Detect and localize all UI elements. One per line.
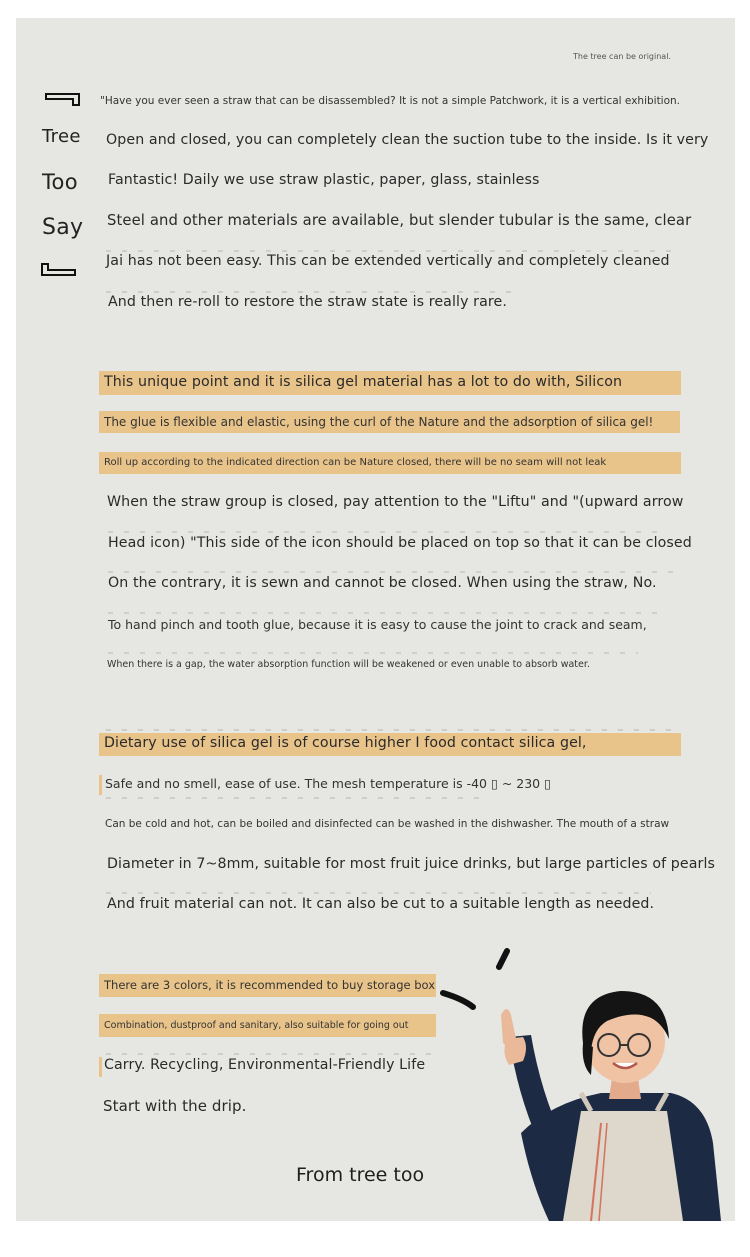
bracket-bottom-icon bbox=[40, 262, 78, 278]
section2-line-3: On the contrary, it is sewn and cannot be closed. When using the straw, No. bbox=[108, 575, 657, 591]
section1-line-3: Steel and other materials are available, but slender tubular is the same, clear bbox=[107, 212, 692, 229]
bracket-top-icon bbox=[44, 92, 82, 108]
faint-rule bbox=[106, 892, 651, 894]
section4-line-1: Carry. Recycling, Environmental-Friendly Life bbox=[104, 1057, 426, 1073]
side-title-say: Say bbox=[42, 215, 84, 240]
faint-rule bbox=[106, 1053, 436, 1055]
section2-line-4: To hand pinch and tooth glue, because it is easy to cause the joint to crack and seam, bbox=[108, 617, 647, 632]
section2-highlight-3: Roll up according to the indicated direction can be Nature closed, there will be no seam will not leak bbox=[104, 457, 607, 468]
section3-line-3: Diameter in 7~8mm, suitable for most fruit juice drinks, but large particles of pearls bbox=[107, 856, 716, 872]
section3-line-2: Can be cold and hot, can be boiled and disinfected can be washed in the dishwasher. The mouth of a straw bbox=[105, 818, 670, 830]
side-title-tree: Tree bbox=[42, 126, 81, 147]
section2-highlight-1: This unique point and it is silica gel material has a lot to do with, Silicon bbox=[104, 374, 623, 390]
faint-rule bbox=[108, 652, 638, 654]
section2-line-2: Head icon) "This side of the icon should be placed on top so that it can be closed bbox=[108, 535, 692, 551]
section1-line-4: Jai has not been easy. This can be extended vertically and completely cleaned bbox=[106, 253, 670, 269]
section2-line-1: When the straw group is closed, pay attention to the "Liftu" and "(upward arrow bbox=[107, 494, 684, 510]
section1-line-5: And then re-roll to restore the straw state is really rare. bbox=[108, 294, 507, 310]
section4-highlight-2: Combination, dustproof and sanitary, also suitable for going out bbox=[104, 1020, 409, 1031]
section3-line-4: And fruit material can not. It can also be cut to a suitable length as needed. bbox=[107, 896, 655, 912]
section3-line-1: Safe and no smell, ease of use. The mesh temperature is -40 ▯ ~ 230 ▯ bbox=[105, 776, 551, 791]
faint-rule bbox=[106, 729, 676, 731]
highlight-marker bbox=[99, 1057, 102, 1077]
faint-rule bbox=[106, 291, 516, 293]
pointing-woman-illustration bbox=[431, 943, 735, 1221]
section2-highlight-2: The glue is flexible and elastic, using the curl of the Nature and the adsorption of silica gel! bbox=[104, 415, 654, 429]
intro-line: "Have you ever seen a straw that can be disassembled? It is not a simple Patchwork, it is a vertical exhibition. bbox=[100, 95, 681, 107]
faint-rule bbox=[108, 571, 678, 573]
side-title-too: Too bbox=[42, 170, 78, 194]
section1-line-1: Open and closed, you can completely clean the suction tube to the inside. Is it very bbox=[106, 132, 709, 148]
section4-line-2: Start with the drip. bbox=[103, 1097, 247, 1115]
section1-line-2: Fantastic! Daily we use straw plastic, paper, glass, stainless bbox=[108, 172, 540, 188]
section3-highlight: Dietary use of silica gel is of course higher I food contact silica gel, bbox=[104, 735, 587, 751]
caption-text: The tree can be original. bbox=[573, 52, 671, 61]
faint-rule bbox=[106, 797, 486, 799]
section4-highlight-1: There are 3 colors, it is recommended to buy storage box bbox=[104, 978, 436, 992]
faint-rule bbox=[106, 250, 681, 252]
faint-rule bbox=[108, 612, 668, 614]
highlight-marker bbox=[99, 775, 102, 795]
faint-rule bbox=[108, 531, 658, 533]
signature-text: From tree too bbox=[296, 1164, 425, 1186]
section2-line-5: When there is a gap, the water absorption function will be weakened or even unable to absorb water. bbox=[107, 659, 590, 670]
content-card bbox=[16, 18, 735, 1221]
